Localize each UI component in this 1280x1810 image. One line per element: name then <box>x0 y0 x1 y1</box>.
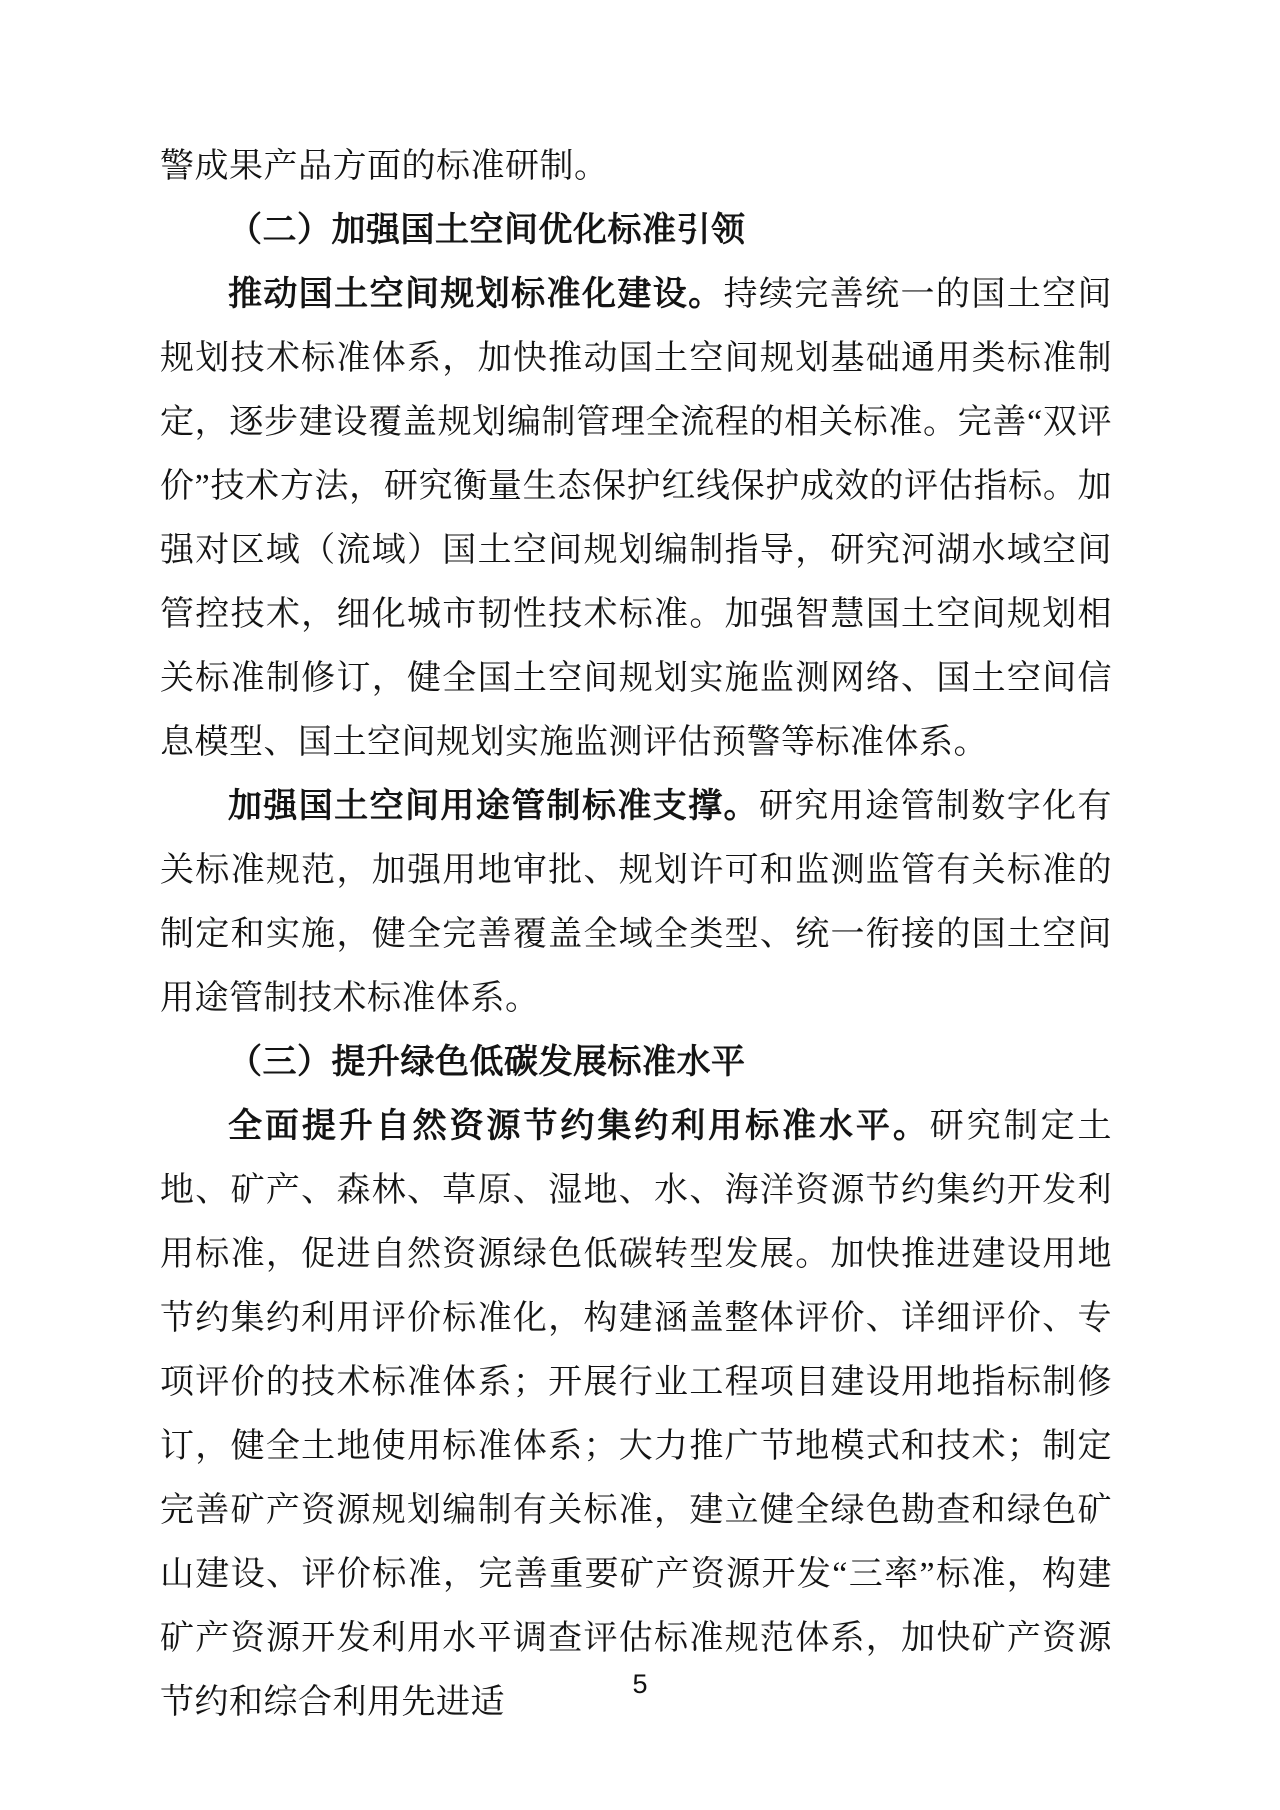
paragraph-continuation: 警成果产品方面的标准研制。 <box>160 148 609 185</box>
paragraph-text-use-control: 研究用途管制数字化有关标准规范，加强用地审批、规划许可和监测监管有关标准的制定和实施，健全完善覆盖全域全类型、统一衔接的国土空间用途管制技术标准体系。 <box>160 788 1112 1017</box>
paragraph-text-resource-utilization: 研究制定土地、矿产、森林、草原、湿地、水、海洋资源节约集约开发利用标准，促进自然资源绿色低碳转型发展。加快推进建设用地节约集约利用评价标准化，构建涵盖整体评价、详细评价、专项评价的技术标准体系；开展行业工程项目建设用地指标制修订，健全土地使用标准体系；大力推广节地模式和技术；制定完善矿产资源规划编制有关标准，建立健全绿色勘查和绿色矿山建设、评价标准，完善重要矿产资源开发“三率”标准，构建矿产资源开发利用水平调查评估标准规范体系，加快矿产资源节约和综合利用先进适 <box>160 1108 1113 1721</box>
paragraph-lead-spatial-planning: 推动国土空间规划标准化建设。 <box>228 276 724 313</box>
paragraph-use-control <box>160 775 1112 1031</box>
paragraph-text-spatial-planning: 持续完善统一的国土空间规划技术标准体系，加快推动国土空间规划基础通用类标准制定，逐步建设覆盖规划编制管理全流程的相关标准。完善“双评价”技术方法，研究衡量生态保护红线保护成效的评估指标。加强对区域（流域）国土空间规划编制指导，研究河湖水域空间管控技术，细化城市韧性技术标准。加强智慧国土空间规划相关标准制修订，健全国土空间规划实施监测网络、国土空间信息模型、国土空间规划实施监测评估预警等标准体系。 <box>160 276 1113 761</box>
paragraph-lead-use-control: 加强国土空间用途管制标准支撑。 <box>228 788 759 825</box>
paragraph-lead-resource-utilization: 全面提升自然资源节约集约利用标准水平。 <box>228 1108 930 1145</box>
paragraph-spatial-planning <box>160 263 1112 775</box>
document-body <box>160 135 1112 1735</box>
section-heading-2: （二）加强国土空间优化标准引领 <box>228 212 746 249</box>
section-heading-3: （三）提升绿色低碳发展标准水平 <box>228 1044 746 1081</box>
paragraph-resource-utilization <box>160 1095 1112 1735</box>
page-number: 5 <box>632 1669 648 1699</box>
